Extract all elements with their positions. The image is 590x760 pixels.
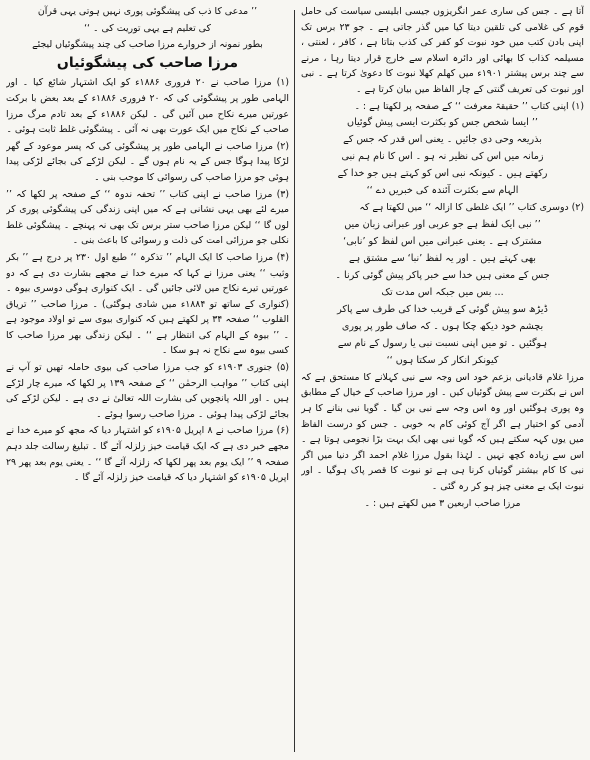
quote-block-1 [301, 115, 584, 199]
prophecy-item: (۶) مرزا صاحب نے ۸ اپریل ۱۹۰۵ء کو اشتہار دیا کہ مجھ کو میرے خدا نے مجھے خبر دی ہے کہ ایک قیامت خیز زلزلہ آئے گا ۔ تبلیغ رسالت جلد دہم صفحہ ۹ ’’ ایک یوم بعد پھر لکھا کہ زلزلہ آئے گا ‘‘ ۔ یعنی یوم بعد پھر ۲۹ اپریل ۱۹۰۵ء کو اشتہار دیا کہ قیامت خیز زلزلہ آئے گا ۔ [6, 425, 289, 484]
left-column [6, 4, 289, 756]
prophecy-item: (۲) مرزا صاحب نے الہامی طور پر پیشگوئی کی کہ پسر موعود کے گھر لڑکا پیدا ہوگا جس کے یہ نام ہوں گے ۔ لیکن لڑکے کی بجائے لڑکی پیدا ہوئی جو مرزا صاحب کی رسوائی کا موجب بنی ۔ [6, 140, 289, 183]
intro-line: بطور نمونہ از خروارے مرزا صاحب کی چند پیشگوئیاں لیجئے [32, 39, 263, 51]
paragraph-quote-1-intro: (۱) اپنی کتاب ’’ حقیقۃ معرفت ‘‘ کے صفحہ پر لکھتا ہے : ۔ [354, 100, 584, 112]
quote-line: رکھتے ہیں ۔ کیونکہ نبی اس کو کہتے ہیں جو خدا کے [337, 168, 548, 180]
quote-line: مشترک ہے ۔ یعنی عبرانی میں اس لفظ کو ’نابی‘ [343, 235, 542, 247]
prophecy-item: (۵) جنوری ۱۹۰۳ء کو جب مرزا صاحب کی بیوی حاملہ تھیں تو آپ نے اپنی کتاب ’’ مواہب الرحمٰن ‘‘ کے صفحہ ۱۳۹ پر لکھا کہ میرے چار لڑکے ہیں ۔ اور اللہ پانچویں کی بشارت اللہ تعالیٰ نے دی ہے ۔ لیکن لڑکے کی بجائے لڑکی پیدا ہوئی ۔ مرزا صاحب رسوا ہوئے ۔ [6, 362, 289, 420]
quote-line: بھی کہتے ہیں ۔ اور یہ لفظ ’نبا‘ سے مشتق ہے [349, 252, 536, 264]
quote-line: جس کے معنی ہیں خدا سے خبر پاکر پیش گوئی کرنا ۔ [335, 269, 550, 281]
quote-line: زمانہ میں اس کی نظیر نہ ہو ۔ اس کا نام ہم نبی [341, 151, 544, 163]
quote-line: ... بس میں جبکہ اس مدت تک [381, 286, 504, 298]
prophecy-item: (۳) مرزا صاحب نے اپنی کتاب ’’ تحفہ ندوہ ‘‘ کے صفحہ پر لکھا کہ ’’ میرے لئے بھی یہی نشانی ہے کہ میں اپنی زندگی کی پیشگوئی پوری کر لوں گا ‘‘ لیکن مرزا صاحب ستر برس تک بھی نہ پہنچے ۔ پیشگوئی غلط نکلی جو مرزائی امت کی ذلت و رسوائی کا باعث بنی ۔ [6, 188, 289, 247]
paragraph-arbain-intro: مرزا صاحب اربعین ۳ میں لکھتے ہیں : ۔ [364, 497, 521, 509]
quote-line: الہام سے بکثرت آئندہ کی خبریں دے ‘‘ [366, 185, 519, 197]
paragraph-commentary: مرزا غلام قادیانی بزعم خود اس وجہ سے نبی کہلانے کا مستحق ہے کہ اس نے بکثرت سے پیش گوئیاں کیں ۔ اور مرزا صاحب کے خیال کے مطابق وہ پوری ہوگئیں اور وہ اس وجہ سے نبی بن گیا ۔ گویا نبی بنانے کا ہر آدمی کو اختیار ہے اگر آج کوئی کام بہ خوبی ۔ جس کو درست الفاظ میں یوں کہہ سکتے ہیں کہ گویا نبی بھی ایک بہت بڑا نجومی ہوتا ہے ۔ اس سے زیادہ کچھ نہیں ۔ لہٰذا بقول مرزا غلام احمد اگر دنیا میں اگر نبی کا کام بیشتر گوئیاں کرنا ہی ہے تو نبوت کا قصر پاک ہوگیا ۔ اور نبوت ایک بے معنی چیز ہو کر رہ گئی ۔ [301, 371, 584, 492]
quote-line: بذریعہ وحی دی جائیں ۔ یعنی اس قدر کہ جس کے [343, 134, 542, 146]
paragraph-quote-2-intro: (۲) دوسری کتاب ’’ ایک غلطی کا ازالہ ‘‘ میں لکھتا ہے کہ [359, 202, 584, 214]
quote-line: ’’ ایسا شخص جس کو بکثرت ایسی پیش گوئیاں [347, 117, 538, 129]
prophecy-item: (۴) مرزا صاحب کا ایک الہام ’’ تذکرہ ‘‘ طبع اول ۲۳۰ پر درج ہے ’’ بکر وثیب ‘‘ یعنی مرزا نے کہا کہ میرے خدا نے مجھے بشارت دی ہے کہ دو عورتیں تیرے نکاح میں لائی جائیں گی ۔ ایک کنواری ہوگی دوسری بیوہ ۔ (کنواری کے ساتھ تو ۱۸۸۴ء میں شادی ہوگئی) ۔ مرزا صاحب ’’ تریاق القلوب ‘‘ صفحہ ۳۴ پر لکھتے ہیں کہ کنواری بیوی سے تو اولاد موجود ہے ۔ ’’ بیوہ کے الہام کی انتظار ہے ‘‘ ۔ لیکن زندگی بھر مرزا صاحب کا کسی بیوہ سے نکاح نہ ہو سکا ۔ [6, 251, 289, 357]
quote-block-2 [301, 217, 584, 369]
quote-line: بچشم خود دیکھ چکا ہوں ۔ کہ صاف طور پر پوری [341, 320, 544, 332]
quote-line: ہوگئیں ۔ تو میں اپنی نسبت نبی یا رسول کے نام سے [337, 337, 548, 349]
section-heading: مرزا صاحب کی پیشگوئیاں [56, 54, 239, 71]
prophecy-item: (۱) مرزا صاحب نے ۲۰ فروری ۱۸۸۶ء کو ایک اشتہار شائع کیا ۔ اور الہامی طور پر پیشگوئی کی کہ ۲۰ فروری ۱۸۸۶ء کے بعد بعض با برکت عورتیں میرے نکاح میں آئیں گی ۔ لیکن ۱۸۸۶ء کے بعد تادم مرگ مرزا صاحب کے نکاح میں ایک عورت بھی نہ آئی ۔ پیشگوئی غلط ثابت ہوئی ۔ [6, 77, 289, 136]
paragraph-prophethood-claim: آتا ہے ۔ جس کی ساری عمر انگریزوں جیسی ابلیسی سیاست کی حامل قوم کی غلامی کی تلقین دیتا کیا میں گذر جاتی ہے ۔ جو ۲۳ برس تک اپنی بادن کتب میں خود نبوت کو کفر کی کذب بتاتا ہے ، کافر ، لعنتی ، مسیلمہ کذاب کا بھائی اور دائرہ اسلام سے خارج قرار دیتا رہا ، مرنے سے چند برس پیشتر ۱۹۰۱ء میں کھلم کھلا نبوت کا دعویٰ کرتا ہے ۔ نبی اور نبوت کی تعریف گنتی کے چار الفاظ میں بیان کرتا ہے ۔ [301, 6, 584, 95]
intro-line: کی تعلیم ہے یہی توریت کی ۔ ‘‘ [84, 22, 211, 34]
intro-line: ’’ مدعی کا ذب کی پیشگوئی پوری نہیں ہوتی یہی قرآن [37, 6, 258, 17]
column-divider [294, 10, 295, 752]
document-page [6, 4, 584, 756]
right-column [301, 4, 584, 756]
quote-line: کیونکر انکار کر سکتا ہوں ‘‘ [386, 354, 499, 366]
quote-line: ڈیڑھ سو پیش گوئی کے قریب خدا کی طرف سے پاکر [337, 303, 548, 315]
quote-line: ’’ نبی ایک لفظ ہے جو عربی اور عبرانی زبان میں [344, 218, 541, 230]
